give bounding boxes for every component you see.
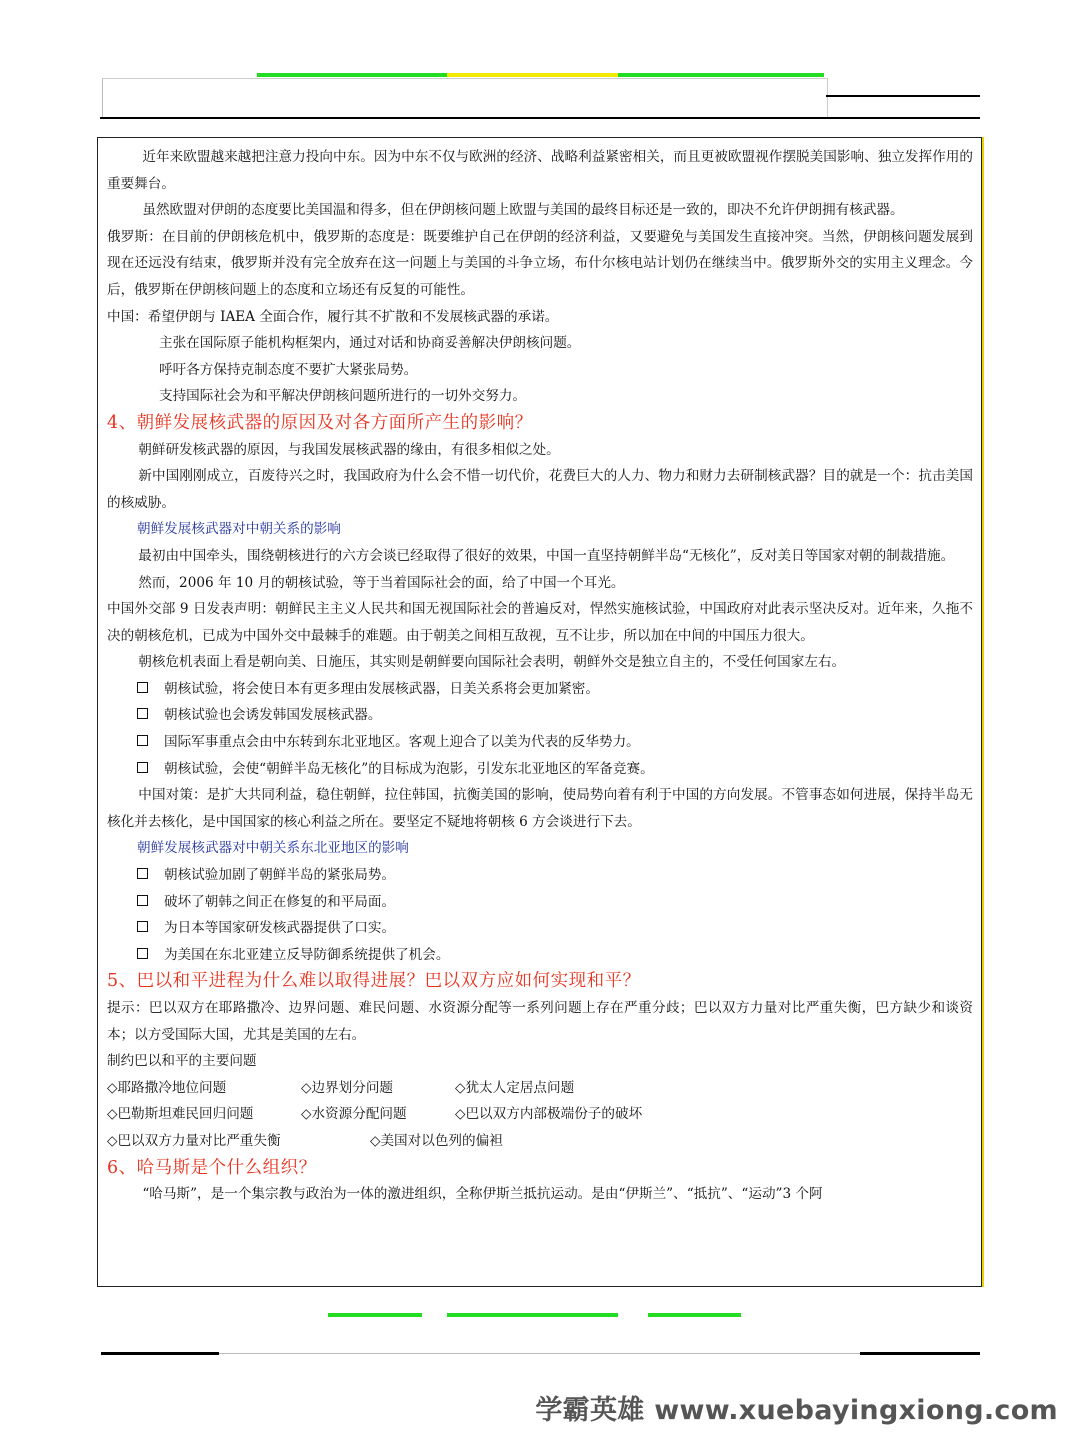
checkbox-square-icon — [137, 708, 148, 719]
q5-hint: 提示：巴以双方在耶路撒冷、边界问题、难民问题、水资源分配等一系列问题上存在严重分歧；巴以双方力量对比严重失衡，巴方缺少和谈资本；以方受国际大国，尤其是美国的左右。 — [107, 1000, 973, 1043]
paragraph-eu-iran: 虽然欧盟对伊朗的态度要比美国温和得多，但在伊朗核问题上欧盟与美国的最终目标还是一致的，即决不允许伊朗拥有核武器。 — [142, 202, 904, 219]
q5-issue: ◇巴勒斯坦难民回归问题 — [107, 1106, 254, 1123]
list-item — [107, 756, 973, 783]
list-item-text: 国际军事重点会由中东转到东北亚地区。客观上迎合了以美为代表的反华势力。 — [164, 734, 640, 751]
q4-subheading-2: 朝鲜发展核武器对中朝关系东北亚地区的影响 — [137, 840, 409, 857]
q4-subheading-1: 朝鲜发展核武器对中朝关系的影响 — [137, 521, 341, 538]
list-item-text: 朝核试验加剧了朝鲜半岛的紧张局势。 — [164, 867, 396, 884]
document-body — [97, 137, 982, 1287]
q5-issue: ◇水资源分配问题 — [301, 1106, 407, 1123]
footer-green-bar-2 — [447, 1313, 618, 1317]
q5-issue-row-2 — [107, 1101, 973, 1128]
checkbox-square-icon — [137, 895, 148, 906]
question-5-heading: 5、巴以和平进程为什么难以取得进展？巴以双方应如何实现和平？ — [107, 971, 641, 992]
site-watermark: 学霸英雄 www.xuebayingxiong.com — [535, 1395, 1058, 1426]
header-right-line-1 — [826, 95, 980, 97]
q4-paragraph-7: 中国对策：是扩大共同利益，稳住朝鲜，拉住韩国，抗衡美国的影响，使局势向着有利于中国的方向发展。不管事态如何进展，保持半岛无核化并去核化，是中国国家的核心利益之所在。要坚定不疑地将朝核 6 方会谈进行下去。 — [107, 787, 973, 830]
q5-issue: ◇巴以双方内部极端份子的破坏 — [455, 1106, 643, 1123]
list-item-text: 朝核试验，会使“朝鲜半岛无核化”的目标成为泡影，引发东北亚地区的军备竞赛。 — [164, 760, 654, 777]
q5-issue: ◇美国对以色列的偏袒 — [370, 1132, 503, 1149]
checkbox-square-icon — [137, 868, 148, 879]
list-item — [107, 729, 973, 756]
question-6-heading: 6、哈马斯是个什么组织？ — [107, 1157, 317, 1178]
list-item — [107, 942, 973, 969]
paragraph-china-point-1: 主张在国际原子能机构框架内，通过对话和协商妥善解决伊朗核问题。 — [159, 335, 581, 352]
q5-issue: ◇犹太人定居点问题 — [455, 1079, 575, 1096]
paragraph-eu-middle-east: 近年来欧盟越来越把注意力投向中东。因为中东不仅与欧洲的经济、战略利益紧密相关，而且更被欧盟视作摆脱美国影响、独立发挥作用的重要舞台。 — [107, 149, 973, 192]
q4-paragraph-5: 中国外交部 9 日发表声明：朝鲜民主主义人民共和国无视国际社会的普遍反对，悍然实施核试验，中国政府对此表示坚决反对。近年来，久拖不决的朝核危机，已成为中国外交中最棘手的难题。由于朝美之间相互敌视，互不让步，所以加在中间的中国压力很大。 — [107, 601, 973, 644]
list-item-text: 为美国在东北亚建立反导防御系统提供了机会。 — [164, 946, 450, 963]
document-content — [107, 144, 973, 1208]
footer-green-bar-3 — [648, 1313, 741, 1317]
footer-green-bar-1 — [328, 1313, 422, 1317]
q4-paragraph-6: 朝核危机表面上看是朝向美、日施压，其实则是朝鲜要向国际社会表明，朝鲜外交是独立自主的，不受任何国家左右。 — [138, 654, 846, 671]
q4-paragraph-4: 然而，2006 年 10 月的朝核试验，等于当着国际社会的面，给了中国一个耳光。 — [138, 574, 625, 591]
checkbox-square-icon — [137, 735, 148, 746]
q4-paragraph-1: 朝鲜研发核武器的原因，与我国发展核武器的缘由，有很多相似之处。 — [138, 441, 560, 458]
q5-issue: ◇耶路撒冷地位问题 — [107, 1079, 227, 1096]
list-item — [107, 889, 973, 916]
checkbox-square-icon — [137, 762, 148, 773]
footer-line-left — [101, 1352, 219, 1355]
q5-issue: ◇巴以双方力量对比严重失衡 — [107, 1132, 281, 1149]
list-item-text: 为日本等国家研发核武器提供了口实。 — [164, 920, 396, 937]
list-item — [107, 676, 973, 703]
checkbox-square-icon — [137, 948, 148, 959]
q5-issue: ◇边界划分问题 — [301, 1079, 394, 1096]
header-green-bar-right — [618, 73, 824, 77]
q5-issue-row-1 — [107, 1075, 973, 1102]
q5-issue-row-3 — [107, 1128, 973, 1155]
header-green-bar-left — [257, 73, 447, 77]
list-item-text: 朝核试验也会诱发韩国发展核武器。 — [164, 707, 382, 724]
checkbox-square-icon — [137, 682, 148, 693]
paragraph-china: 中国：希望伊朗与 IAEA 全面合作，履行其不扩散和不发展核武器的承诺。 — [107, 308, 559, 325]
header-yellow-bar — [447, 73, 618, 77]
paragraph-china-point-2: 呼吁各方保持克制态度不要扩大紧张局势。 — [159, 361, 418, 378]
footer-line-middle — [219, 1353, 860, 1354]
document-right-accent — [982, 137, 984, 1287]
q5-subheading: 制约巴以和平的主要问题 — [107, 1053, 257, 1070]
list-item — [107, 915, 973, 942]
q6-paragraph-1: “哈马斯”，是一个集宗教与政治为一体的激进组织，全称伊斯兰抵抗运动。是由“伊斯兰”、“抵抗”、“运动”3 个阿 — [142, 1186, 823, 1203]
list-item — [107, 862, 973, 889]
footer-line-right — [860, 1352, 980, 1355]
paragraph-russia: 俄罗斯：在目前的伊朗核危机中，俄罗斯的态度是：既要维护自己在伊朗的经济利益，又要避免与美国发生直接冲突。当然，伊朗核问题发展到现在还远没有结束，俄罗斯并没有完全放弃在这一问题上与美国的斗争立场，布什尔核电站计划仍在继续当中。俄罗斯外交的实用主义理念。今后，俄罗斯在伊朗核问题上的态度和立场还有反复的可能性。 — [107, 228, 973, 298]
q4-paragraph-3: 最初由中国牵头，围绕朝核进行的六方会谈已经取得了很好的效果，中国一直坚持朝鲜半岛“无核化”，反对美日等国家对朝的制裁措施。 — [138, 547, 955, 564]
paragraph-china-point-3: 支持国际社会为和平解决伊朗核问题所进行的一切外交努力。 — [159, 388, 527, 405]
q4-paragraph-2: 新中国刚刚成立，百废待兴之时，我国政府为什么会不惜一切代价，花费巨大的人力、物力和财力去研制核武器？目的就是一个：抗击美国的核威胁。 — [107, 468, 973, 511]
list-item-text: 破坏了朝韩之间正在修复的和平局面。 — [164, 893, 396, 910]
list-item-text: 朝核试验，将会使日本有更多理由发展核武器，日美关系将会更加紧密。 — [164, 680, 599, 697]
checkbox-square-icon — [137, 921, 148, 932]
question-4-heading: 4、朝鲜发展核武器的原因及对各方面所产生的影响？ — [107, 412, 533, 433]
header-frame — [102, 78, 828, 119]
list-item — [107, 702, 973, 729]
header-right-line-2 — [100, 117, 980, 119]
